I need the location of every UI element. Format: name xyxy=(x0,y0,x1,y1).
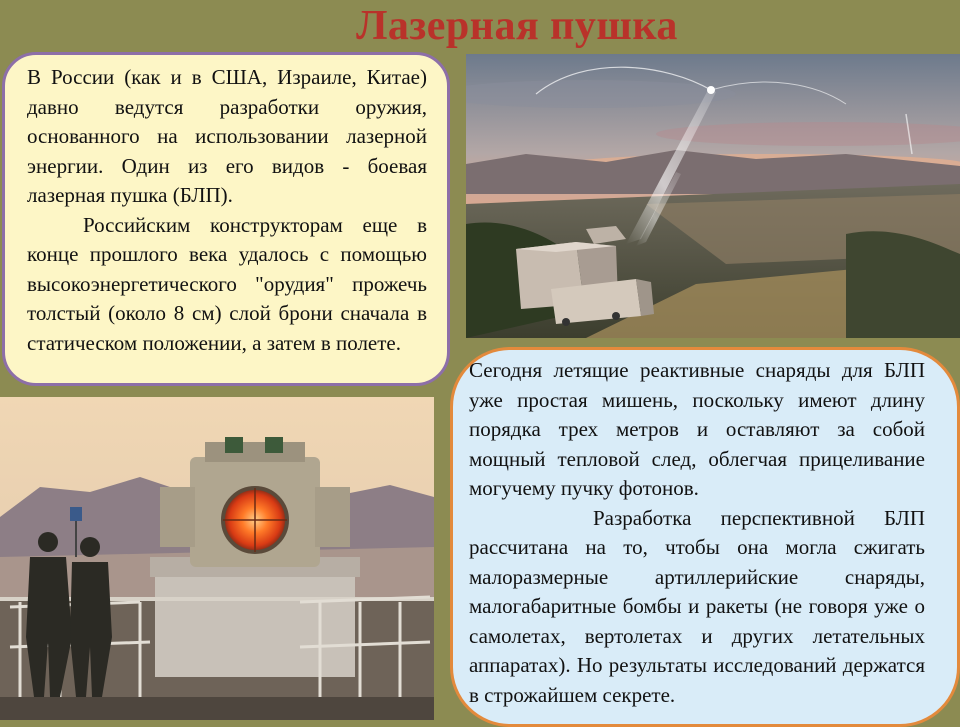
left-text-box xyxy=(2,52,450,386)
right-text-box xyxy=(450,347,960,727)
laser-cannon-photo xyxy=(0,397,434,720)
right-paragraph-1: Сегодня летящие реактивные снаряды для БЛП уже простая мишень, поскольку имеют длину порядка трех метров и оставляют за собой мощный тепловой след, облегчая прицеливание могучему пучку фотонов. xyxy=(469,358,925,500)
right-paragraph-2: Разработка перспективной БЛП рассчитана на то, чтобы она могла сжигать малоразмерные артиллерийские снаряды, малогабаритные бомбы и ракеты (не говоря уже о самолетах, вертолетах и других летательных аппаратах). Но результаты исследований держатся в строжайшем секрете. xyxy=(469,505,925,707)
slide-title: Лазерная пушка xyxy=(356,3,678,49)
left-paragraph-1: В России (как и в США, Израиле, Китае) давно ведутся разработки оружия, основанного на использовании лазерной энергии. Один из его видов - боевая лазерная пушка (БЛП). xyxy=(27,65,427,207)
laser-battlefield-illustration xyxy=(466,54,960,338)
left-paragraph-2: Российским конструкторам еще в конце прошлого века удалось с помощью высокоэнергетического "орудия" прожечь толстый (около 8 см) слой брони сначала в статическом положении, а затем в полете. xyxy=(27,212,427,355)
